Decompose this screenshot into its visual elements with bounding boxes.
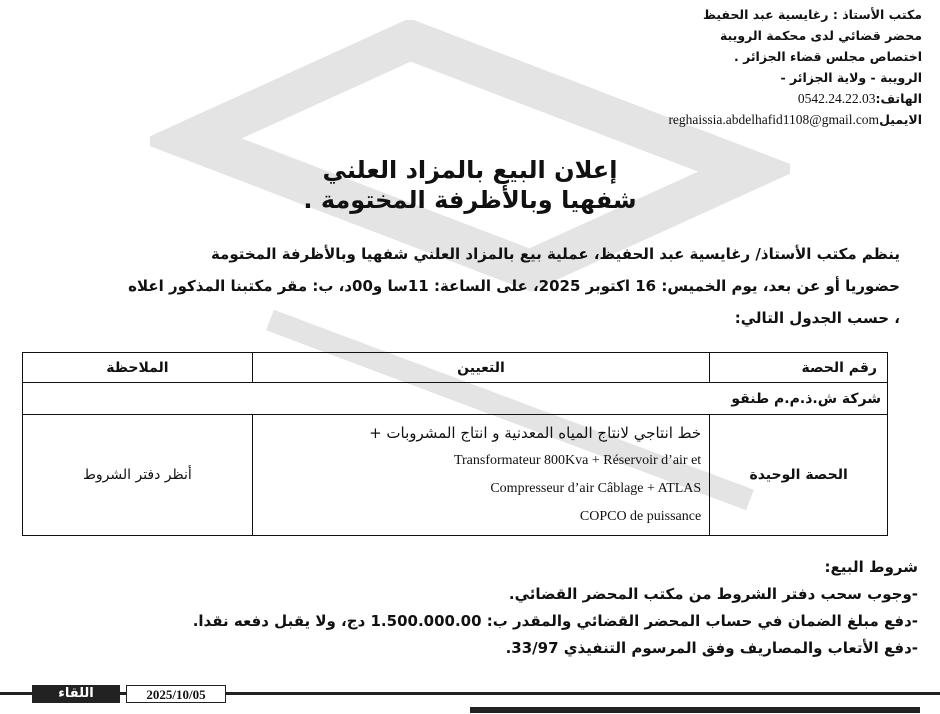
conditions-title: شروط البيع: <box>824 558 918 576</box>
header-lot-number: رقم الحصة <box>710 353 888 383</box>
publication-date-badge: 2025/10/05 <box>126 685 226 703</box>
announcement-title: إعلان البيع بالمزاد العلني <box>322 156 618 184</box>
table-row <box>23 415 888 536</box>
intro-line: ، حسب الجدول التالي: <box>734 309 900 327</box>
intro-paragraph <box>30 238 900 334</box>
phone-label: الهاتف: <box>875 91 922 106</box>
office-jurisdiction: اختصاص مجلس قضاء الجزائر . <box>733 49 922 64</box>
condition-item: -وجوب سحب دفتر الشروط من مكتب المحضر القضائي. <box>508 585 918 603</box>
condition-item: -دفع مبلغ الضمان في حساب المحضر القضائي والمقدر ب: 1.500.000.00 دج، ولا يقبل دفعه نقدا. <box>192 612 918 630</box>
designation-arabic: خط انتاجي لانتاج المياه المعدنية و انتاج المشروبات + <box>369 424 702 442</box>
office-location: الرويبة - ولاية الجزائر - <box>780 70 922 85</box>
phone-line <box>502 88 922 109</box>
phone-number: 0542.24.22.03 <box>797 91 876 106</box>
office-court: محضر قضائي لدى محكمة الرويبة <box>719 28 922 43</box>
sale-conditions <box>38 554 918 662</box>
designation-cell <box>252 415 709 536</box>
table-row <box>23 383 888 415</box>
announcement-subtitle: شفهيا وبالأظرفة المختومة . <box>303 186 637 214</box>
lot-number-cell: الحصة الوحيدة <box>710 415 888 536</box>
bottom-rule <box>470 707 920 713</box>
lots-table <box>22 352 888 536</box>
condition-item: -دفع الأتعاب والمصاريف وفق المرسوم التنفيذي 33/97. <box>505 639 918 657</box>
designation-french-line: Transformateur 800Kva + Réservoir d’air et <box>453 453 702 468</box>
email-address: reghaissia.abdelhafid1108@gmail.com <box>668 112 880 127</box>
intro-line: حضوريا أو عن بعد، يوم الخميس: 16 اكتوبر 2025، على الساعة: 11سا و00د، ب: مقر مكتبنا المذكور اعلاه <box>128 277 900 295</box>
intro-line: ينظم مكتب الأستاذ/ رغايسية عبد الحفيظ، عملية بيع بالمزاد العلني شفهيا وبالأظرفة المختومة <box>210 245 900 263</box>
email-label: الايميل <box>879 112 922 127</box>
newspaper-name-badge: اللقاء <box>32 685 120 703</box>
notes-cell: أنظر دفتر الشروط <box>23 415 253 536</box>
designation-french-line: COPCO de puissance <box>579 509 702 524</box>
designation-french-line: Compresseur d’air Câblage + ATLAS <box>490 481 702 496</box>
header-notes: الملاحظة <box>23 353 253 383</box>
bailiff-office-header <box>502 4 922 130</box>
email-line <box>502 109 922 130</box>
table-header-row <box>23 353 888 383</box>
company-name: شركة ش.ذ.م.م طنقو <box>23 383 888 415</box>
header-designation: التعيين <box>252 353 709 383</box>
office-name: مكتب الأستاذ : رغايسية عبد الحفيظ <box>702 7 922 22</box>
